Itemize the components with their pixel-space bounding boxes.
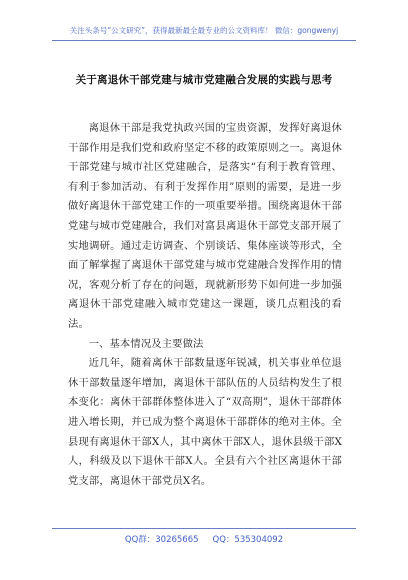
section-heading: 一、基本情况及主要做法 [88,337,204,350]
footer-contact [0,533,408,545]
intro-paragraph: 离退休干部是我党执政兴国的宝贵资源，发挥好离退休干部作用是我们党和政府坚定不移的政策原则之一。离退休干部党建与城市社区党建融合，是落实“有利于教育管理、有利于参加活动、有利于发挥作用”原则的需要，是进一步做好离退休干部党建工作的一项重要举措。围绕离退休干部党建与城市党建融合，我们对富县离退休干部党支部开展了实地调研。通过走访调查、个别谈话、集体座谈等形式，全面了解掌握了离退休干部党建与城市党建融合发挥作用的情况，客观分析了存在的问题，现就新形势下如何进一步加强离退休干部党建融入城市党建这一课题，谈几点粗浅的看法。 [68,122,342,330]
header-banner: 关注头条号“公文研究”，获得最新最全最专业的公文资料库！ 微信：gongwenyj [69,26,339,35]
header-divider [52,40,356,41]
footer-qq-group: QQ群：30265665 [124,535,199,545]
document-body [68,119,342,491]
document-title: 关于离退休干部党建与城市党建融合发展的实践与思考 [75,74,333,86]
footer-qq: QQ：535304092 [212,535,284,545]
footer-divider [52,528,356,529]
section-paragraph: 近几年，随着离休干部数量逐年锐减，机关事业单位退休干部数量逐年增加，离退休干部队伍的人员结构发生了根本变化：离休干部群体整体进入了“双高期”，退休干部群体进入增长期，并已成为整个离退休干部群体的绝对主体。全县现有离退休干部X人，其中离休干部X人，退休县级干部X人，科级及以下退休干部X人。全县有六个社区离退休干部党支部，离退休干部党员X名。 [68,357,342,487]
